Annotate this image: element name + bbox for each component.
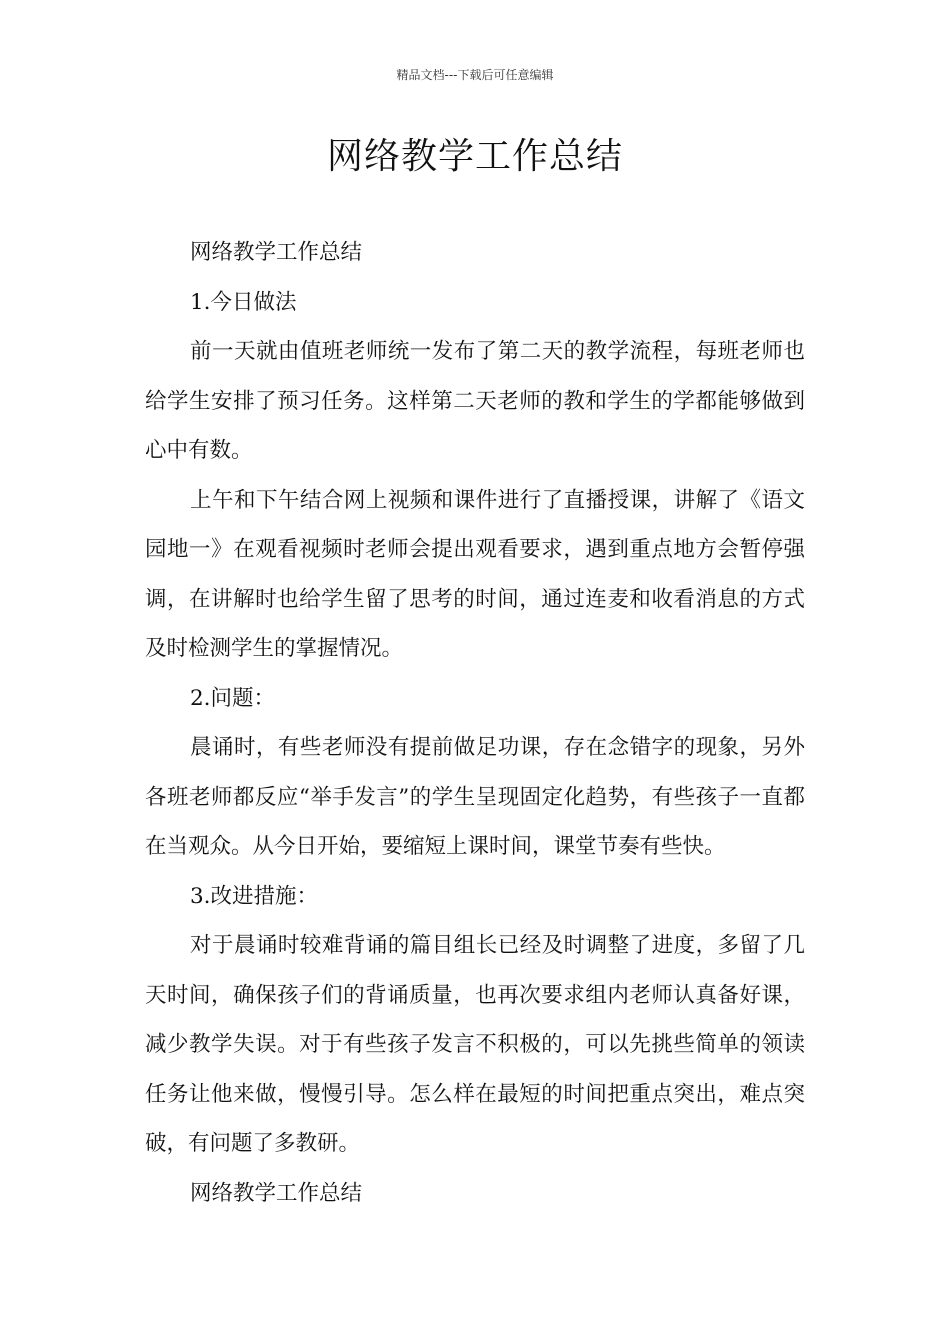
header-note: 精品文档---下载后可任意编辑 <box>396 68 554 82</box>
section-heading-improvements: 3.改进措施： <box>190 883 319 909</box>
section-heading: 网络教学工作总结 <box>190 1180 363 1206</box>
section-heading-today-practice: 1.今日做法 <box>190 289 297 315</box>
document-body <box>145 228 805 1218</box>
section-heading-problems: 2.问题： <box>190 685 276 711</box>
body-paragraph: 前一天就由值班老师统一发布了第二天的教学流程，每班老师也给学生安排了预习任务。这样第二天老师的教和学生的学都能够做到心中有数。 <box>145 339 805 463</box>
section-heading: 网络教学工作总结 <box>190 240 363 265</box>
body-paragraph: 对于晨诵时较难背诵的篇目组长已经及时调整了进度，多留了几天时间，确保孩子们的背诵质量，也再次要求组内老师认真备好课，减少教学失误。对于有些孩子发言不积极的，可以先挑些简单的领读任务让他来做，慢慢引导。怎么样在最短的时间把重点突出，难点突破，有问题了多教研。 <box>145 933 805 1156</box>
body-paragraph: 上午和下午结合网上视频和课件进行了直播授课，讲解了《语文园地一》在观看视频时老师会提出观看要求，遇到重点地方会暂停强调，在讲解时也给学生留了思考的时间，通过连麦和收看消息的方式及时检测学生的掌握情况。 <box>145 487 805 661</box>
document-title: 网络教学工作总结 <box>326 136 623 177</box>
body-paragraph: 晨诵时，有些老师没有提前做足功课，存在念错字的现象，另外各班老师都反应“举手发言”的学生呈现固定化趋势，有些孩子一直都在当观众。从今日开始，要缩短上课时间，课堂节奏有些快。 <box>145 735 805 859</box>
